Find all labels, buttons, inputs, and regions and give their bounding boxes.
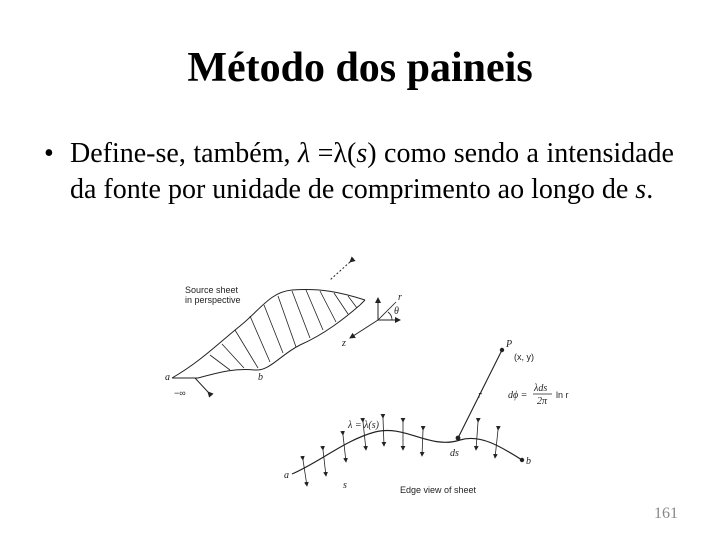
formula-dphi: dϕ = [508, 390, 528, 401]
label-ds: ds [450, 448, 459, 459]
end-punctuation: . [646, 174, 654, 205]
label-point-p: P [506, 339, 513, 350]
bullet-paragraph [44, 136, 674, 208]
label-b-bottom: b [526, 456, 531, 467]
label-z-axis: z [342, 338, 346, 349]
infinity-arrow-top [330, 262, 350, 280]
lambda-symbol: λ [298, 138, 311, 169]
label-edge-view: Edge view of sheet [400, 485, 477, 495]
source-sheet-label-2: in perspective [185, 295, 241, 305]
formula-tail: ln r [556, 390, 569, 400]
theta-arc [388, 312, 392, 320]
b-bottom-dot [520, 458, 524, 462]
bullet-text-after: como sendo a intensidade da fonte por unidade de comprimento ao longo de [70, 138, 674, 205]
z-axis [350, 320, 378, 338]
label-lambda-eq: λ = λ(s) [348, 420, 379, 431]
page-number: 161 [654, 505, 678, 522]
label-a-bottom: a [284, 470, 289, 481]
sheet-right-edge [360, 300, 365, 305]
bullet-text [70, 136, 674, 208]
source-sheet-diagram [160, 250, 600, 500]
label-s-bottom: s [343, 480, 347, 491]
edge-view-sheet [292, 418, 522, 486]
coordinate-axes [350, 298, 400, 338]
source-sheet-label-1: Source sheet [185, 285, 239, 295]
bullet-marker: • [44, 138, 54, 169]
label-b-top: b [258, 372, 263, 383]
equals-expression: =λ( [310, 138, 357, 169]
source-sheet-figure [160, 250, 600, 500]
label-theta: θ [394, 306, 399, 317]
close-expression: ) [367, 138, 377, 169]
label-r-axis: r [398, 292, 402, 303]
end-s-symbol: s [635, 174, 647, 205]
label-point-xy: (x, y) [514, 352, 534, 362]
label-r-mid: r [478, 390, 482, 401]
formula-numerator: λds [534, 383, 548, 394]
perspective-sheet [172, 262, 365, 392]
label-a-top: a [165, 372, 170, 383]
formula-denominator: 2π [537, 396, 548, 407]
label-neg-infinity: −∞ [174, 388, 186, 398]
slide-title: Método dos paineis [187, 45, 533, 91]
sheet-front-edge [198, 305, 360, 378]
infinity-arrow-bottom [195, 378, 208, 392]
bullet-text-before: Define-se, também, [70, 138, 298, 169]
s-symbol: s [356, 138, 368, 169]
edge-view-curve [292, 430, 522, 474]
ds-point-dot [456, 436, 461, 441]
